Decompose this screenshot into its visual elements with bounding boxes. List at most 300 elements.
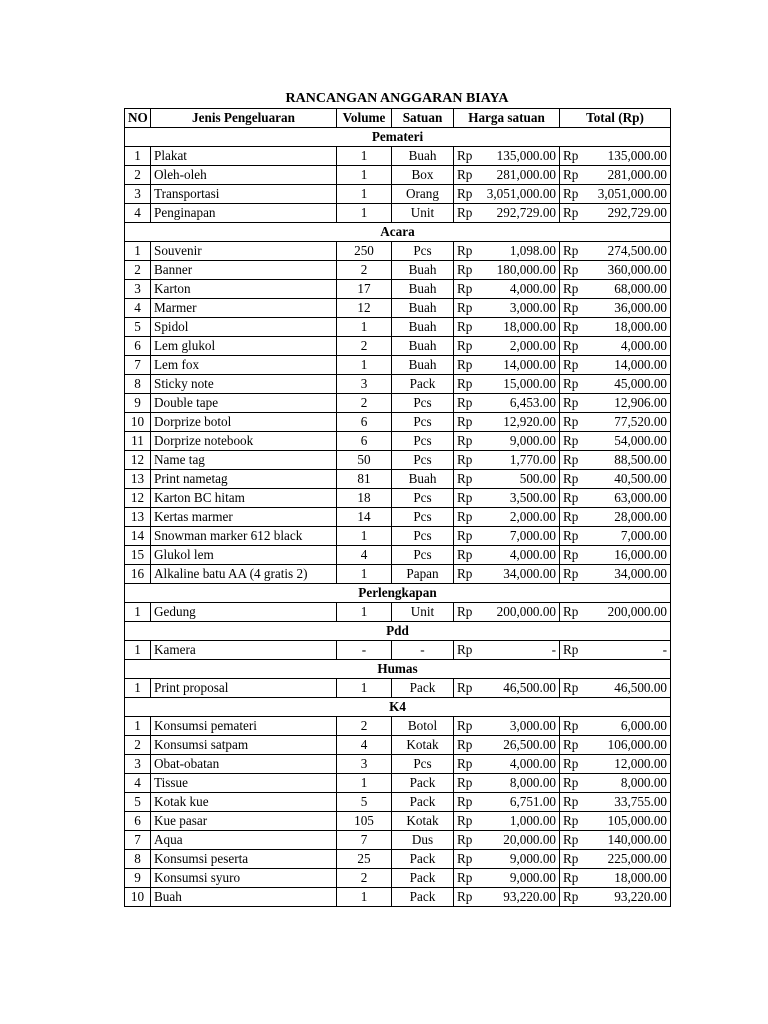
- unit-price-value: 500.00: [519, 471, 556, 486]
- currency-label: Rp: [563, 186, 579, 201]
- currency-label: Rp: [457, 889, 473, 904]
- currency-label: Rp: [563, 205, 579, 220]
- unit-price-value: 2,000.00: [509, 509, 556, 524]
- currency-label: Rp: [457, 300, 473, 315]
- currency-label: Rp: [457, 452, 473, 467]
- currency-label: Rp: [563, 300, 579, 315]
- expense-name: Dorprize botol: [151, 413, 337, 432]
- unit-cell: -: [392, 641, 454, 660]
- currency-label: Rp: [563, 471, 579, 486]
- unit-price-cell: [454, 508, 560, 527]
- row-number: 1: [125, 679, 151, 698]
- unit-price-cell: [454, 280, 560, 299]
- unit-cell: Pack: [392, 850, 454, 869]
- total-cell: [560, 793, 671, 812]
- expense-name: Kamera: [151, 641, 337, 660]
- unit-price-cell: [454, 546, 560, 565]
- unit-cell: Buah: [392, 299, 454, 318]
- currency-label: Rp: [563, 414, 579, 429]
- volume-cell: 2: [337, 394, 392, 413]
- currency-label: Rp: [457, 566, 473, 581]
- expense-name: Kue pasar: [151, 812, 337, 831]
- row-number: 1: [125, 603, 151, 622]
- unit-price-cell: [454, 850, 560, 869]
- unit-price-cell: [454, 337, 560, 356]
- currency-label: Rp: [457, 471, 473, 486]
- row-number: 7: [125, 356, 151, 375]
- total-value: 34,000.00: [614, 566, 667, 581]
- total-value: 54,000.00: [614, 433, 667, 448]
- expense-name: Kotak kue: [151, 793, 337, 812]
- unit-price-cell: [454, 717, 560, 736]
- section-row: [125, 622, 671, 641]
- total-value: 77,520.00: [614, 414, 667, 429]
- total-value: 105,000.00: [607, 813, 667, 828]
- currency-label: Rp: [457, 395, 473, 410]
- row-number: 10: [125, 888, 151, 907]
- total-cell: [560, 337, 671, 356]
- volume-cell: 5: [337, 793, 392, 812]
- header-total: Total (Rp): [560, 109, 671, 128]
- total-value: 40,500.00: [614, 471, 667, 486]
- currency-label: Rp: [457, 338, 473, 353]
- total-value: 281,000.00: [607, 167, 667, 182]
- row-number: 1: [125, 641, 151, 660]
- unit-price-value: 20,000.00: [503, 832, 556, 847]
- volume-cell: 2: [337, 869, 392, 888]
- unit-price-value: 9,000.00: [509, 433, 556, 448]
- row-number: 3: [125, 280, 151, 299]
- volume-cell: 1: [337, 318, 392, 337]
- unit-price-value: 281,000.00: [496, 167, 556, 182]
- currency-label: Rp: [563, 490, 579, 505]
- currency-label: Rp: [457, 509, 473, 524]
- total-cell: [560, 527, 671, 546]
- volume-cell: 2: [337, 717, 392, 736]
- table-row: [125, 280, 671, 299]
- volume-cell: 1: [337, 603, 392, 622]
- expense-name: Penginapan: [151, 204, 337, 223]
- currency-label: Rp: [563, 148, 579, 163]
- currency-label: Rp: [457, 243, 473, 258]
- unit-price-cell: [454, 375, 560, 394]
- currency-label: Rp: [457, 775, 473, 790]
- unit-cell: Buah: [392, 261, 454, 280]
- total-value: 88,500.00: [614, 452, 667, 467]
- volume-cell: 50: [337, 451, 392, 470]
- table-row: [125, 337, 671, 356]
- unit-price-cell: [454, 432, 560, 451]
- table-row: [125, 242, 671, 261]
- volume-cell: 2: [337, 261, 392, 280]
- table-row: [125, 489, 671, 508]
- header-volume: Volume: [337, 109, 392, 128]
- budget-table: [124, 108, 671, 907]
- expense-name: Marmer: [151, 299, 337, 318]
- unit-price-value: 3,051,000.00: [486, 186, 556, 201]
- currency-label: Rp: [457, 718, 473, 733]
- expense-name: Glukol lem: [151, 546, 337, 565]
- volume-cell: 250: [337, 242, 392, 261]
- expense-name: Spidol: [151, 318, 337, 337]
- expense-name: Gedung: [151, 603, 337, 622]
- row-number: 13: [125, 508, 151, 527]
- expense-name: Obat-obatan: [151, 755, 337, 774]
- row-number: 3: [125, 185, 151, 204]
- total-value: 135,000.00: [607, 148, 667, 163]
- header-harga-satuan: Harga satuan: [454, 109, 560, 128]
- total-cell: [560, 489, 671, 508]
- total-cell: [560, 147, 671, 166]
- table-row: [125, 736, 671, 755]
- currency-label: Rp: [457, 167, 473, 182]
- unit-price-value: 93,220.00: [503, 889, 556, 904]
- total-cell: [560, 679, 671, 698]
- row-number: 1: [125, 147, 151, 166]
- total-cell: [560, 432, 671, 451]
- currency-label: Rp: [457, 148, 473, 163]
- currency-label: Rp: [457, 414, 473, 429]
- total-value: 45,000.00: [614, 376, 667, 391]
- unit-cell: Pack: [392, 375, 454, 394]
- volume-cell: 4: [337, 736, 392, 755]
- unit-price-value: 3,000.00: [509, 718, 556, 733]
- total-value: 33,755.00: [614, 794, 667, 809]
- total-value: 292,729.00: [607, 205, 667, 220]
- table-row: [125, 394, 671, 413]
- row-number: 9: [125, 869, 151, 888]
- row-number: 12: [125, 489, 151, 508]
- table-row: [125, 755, 671, 774]
- row-number: 3: [125, 755, 151, 774]
- total-cell: [560, 375, 671, 394]
- unit-cell: Pack: [392, 774, 454, 793]
- unit-price-cell: [454, 394, 560, 413]
- expense-name: Aqua: [151, 831, 337, 850]
- unit-cell: Pack: [392, 869, 454, 888]
- unit-price-cell: [454, 489, 560, 508]
- total-cell: [560, 603, 671, 622]
- table-row: [125, 546, 671, 565]
- unit-cell: Unit: [392, 603, 454, 622]
- table-row: [125, 831, 671, 850]
- expense-name: Konsumsi satpam: [151, 736, 337, 755]
- currency-label: Rp: [457, 433, 473, 448]
- currency-label: Rp: [563, 870, 579, 885]
- currency-label: Rp: [563, 680, 579, 695]
- currency-label: Rp: [457, 357, 473, 372]
- total-cell: [560, 755, 671, 774]
- unit-price-cell: [454, 565, 560, 584]
- currency-label: Rp: [563, 338, 579, 353]
- total-cell: [560, 185, 671, 204]
- row-number: 8: [125, 375, 151, 394]
- total-cell: [560, 299, 671, 318]
- expense-name: Snowman marker 612 black: [151, 527, 337, 546]
- row-number: 6: [125, 812, 151, 831]
- table-row: [125, 774, 671, 793]
- section-row: [125, 128, 671, 147]
- table-row: [125, 185, 671, 204]
- unit-cell: Buah: [392, 470, 454, 489]
- unit-cell: Unit: [392, 204, 454, 223]
- volume-cell: 3: [337, 755, 392, 774]
- table-row: [125, 679, 671, 698]
- expense-name: Plakat: [151, 147, 337, 166]
- section-row: [125, 584, 671, 603]
- volume-cell: 1: [337, 679, 392, 698]
- total-value: 16,000.00: [614, 547, 667, 562]
- volume-cell: 1: [337, 147, 392, 166]
- unit-cell: Buah: [392, 356, 454, 375]
- unit-price-value: -: [551, 642, 556, 657]
- expense-name: Souvenir: [151, 242, 337, 261]
- total-value: 200,000.00: [607, 604, 667, 619]
- unit-price-cell: [454, 527, 560, 546]
- volume-cell: 1: [337, 774, 392, 793]
- unit-cell: Buah: [392, 280, 454, 299]
- currency-label: Rp: [563, 718, 579, 733]
- unit-cell: Kotak: [392, 736, 454, 755]
- expense-name: Oleh-oleh: [151, 166, 337, 185]
- table-row: [125, 470, 671, 489]
- expense-name: Lem glukol: [151, 337, 337, 356]
- total-cell: [560, 204, 671, 223]
- volume-cell: 7: [337, 831, 392, 850]
- unit-price-value: 292,729.00: [496, 205, 556, 220]
- currency-label: Rp: [563, 794, 579, 809]
- header-no: NO: [125, 109, 151, 128]
- unit-price-value: 180,000.00: [496, 262, 556, 277]
- volume-cell: 2: [337, 337, 392, 356]
- total-value: 12,000.00: [614, 756, 667, 771]
- total-cell: [560, 451, 671, 470]
- table-row: [125, 869, 671, 888]
- currency-label: Rp: [563, 452, 579, 467]
- table-row: [125, 888, 671, 907]
- row-number: 2: [125, 166, 151, 185]
- total-cell: [560, 394, 671, 413]
- total-cell: [560, 565, 671, 584]
- currency-label: Rp: [563, 813, 579, 828]
- total-value: 68,000.00: [614, 281, 667, 296]
- currency-label: Rp: [563, 433, 579, 448]
- unit-cell: Pcs: [392, 508, 454, 527]
- table-row: [125, 603, 671, 622]
- unit-cell: Orang: [392, 185, 454, 204]
- volume-cell: 1: [337, 565, 392, 584]
- unit-price-cell: [454, 413, 560, 432]
- unit-cell: Pcs: [392, 527, 454, 546]
- volume-cell: 4: [337, 546, 392, 565]
- total-value: 360,000.00: [607, 262, 667, 277]
- currency-label: Rp: [457, 604, 473, 619]
- expense-name: Karton BC hitam: [151, 489, 337, 508]
- total-cell: [560, 261, 671, 280]
- expense-name: Banner: [151, 261, 337, 280]
- currency-label: Rp: [457, 832, 473, 847]
- unit-cell: Pcs: [392, 432, 454, 451]
- unit-price-value: 6,751.00: [509, 794, 556, 809]
- unit-cell: Kotak: [392, 812, 454, 831]
- unit-price-cell: [454, 888, 560, 907]
- total-value: 3,051,000.00: [597, 186, 667, 201]
- row-number: 12: [125, 451, 151, 470]
- table-row: [125, 147, 671, 166]
- volume-cell: 6: [337, 413, 392, 432]
- total-value: 6,000.00: [620, 718, 667, 733]
- total-value: 14,000.00: [614, 357, 667, 372]
- volume-cell: 3: [337, 375, 392, 394]
- table-row: [125, 565, 671, 584]
- unit-cell: Buah: [392, 337, 454, 356]
- row-number: 5: [125, 793, 151, 812]
- unit-cell: Buah: [392, 147, 454, 166]
- total-cell: [560, 717, 671, 736]
- total-cell: [560, 774, 671, 793]
- table-row: [125, 717, 671, 736]
- unit-price-cell: [454, 242, 560, 261]
- expense-name: Name tag: [151, 451, 337, 470]
- unit-price-cell: [454, 299, 560, 318]
- header-jenis-pengeluaran: Jenis Pengeluaran: [151, 109, 337, 128]
- document-title: RANCANGAN ANGGARAN BIAYA: [285, 91, 509, 106]
- total-cell: [560, 470, 671, 489]
- table-row: [125, 451, 671, 470]
- expense-name: Konsumsi peserta: [151, 850, 337, 869]
- unit-price-value: 1,000.00: [509, 813, 556, 828]
- row-number: 11: [125, 432, 151, 451]
- unit-price-cell: [454, 793, 560, 812]
- total-cell: [560, 736, 671, 755]
- total-value: 63,000.00: [614, 490, 667, 505]
- volume-cell: 12: [337, 299, 392, 318]
- unit-price-value: 18,000.00: [503, 319, 556, 334]
- total-cell: [560, 546, 671, 565]
- volume-cell: 1: [337, 527, 392, 546]
- currency-label: Rp: [563, 604, 579, 619]
- table-row: [125, 508, 671, 527]
- unit-price-value: 46,500.00: [503, 680, 556, 695]
- currency-label: Rp: [457, 642, 473, 657]
- total-cell: [560, 831, 671, 850]
- section-title: Humas: [125, 660, 671, 679]
- expense-name: Buah: [151, 888, 337, 907]
- volume-cell: -: [337, 641, 392, 660]
- unit-price-cell: [454, 185, 560, 204]
- currency-label: Rp: [457, 205, 473, 220]
- table-row: [125, 299, 671, 318]
- currency-label: Rp: [563, 566, 579, 581]
- unit-price-value: 4,000.00: [509, 281, 556, 296]
- table-row: [125, 793, 671, 812]
- unit-cell: Botol: [392, 717, 454, 736]
- total-value: 28,000.00: [614, 509, 667, 524]
- table-row: [125, 375, 671, 394]
- row-number: 16: [125, 565, 151, 584]
- currency-label: Rp: [563, 832, 579, 847]
- currency-label: Rp: [457, 756, 473, 771]
- currency-label: Rp: [563, 528, 579, 543]
- row-number: 1: [125, 717, 151, 736]
- total-cell: [560, 318, 671, 337]
- unit-price-cell: [454, 356, 560, 375]
- unit-price-cell: [454, 831, 560, 850]
- unit-cell: Pcs: [392, 546, 454, 565]
- unit-price-value: 9,000.00: [509, 870, 556, 885]
- unit-price-value: 1,098.00: [509, 243, 556, 258]
- row-number: 6: [125, 337, 151, 356]
- unit-cell: Dus: [392, 831, 454, 850]
- expense-name: Lem fox: [151, 356, 337, 375]
- total-value: 225,000.00: [607, 851, 667, 866]
- unit-price-cell: [454, 755, 560, 774]
- unit-cell: Pcs: [392, 451, 454, 470]
- total-value: 274,500.00: [607, 243, 667, 258]
- total-cell: [560, 413, 671, 432]
- currency-label: Rp: [457, 794, 473, 809]
- unit-price-cell: [454, 869, 560, 888]
- section-row: [125, 660, 671, 679]
- row-number: 4: [125, 204, 151, 223]
- unit-price-cell: [454, 679, 560, 698]
- total-value: -: [662, 642, 667, 657]
- currency-label: Rp: [563, 243, 579, 258]
- row-number: 13: [125, 470, 151, 489]
- currency-label: Rp: [563, 756, 579, 771]
- expense-name: Karton: [151, 280, 337, 299]
- total-value: 18,000.00: [614, 870, 667, 885]
- unit-price-value: 9,000.00: [509, 851, 556, 866]
- unit-price-value: 2,000.00: [509, 338, 556, 353]
- currency-label: Rp: [563, 357, 579, 372]
- row-number: 15: [125, 546, 151, 565]
- total-cell: [560, 812, 671, 831]
- volume-cell: 1: [337, 185, 392, 204]
- currency-label: Rp: [563, 376, 579, 391]
- total-value: 4,000.00: [620, 338, 667, 353]
- currency-label: Rp: [563, 547, 579, 562]
- row-number: 1: [125, 242, 151, 261]
- currency-label: Rp: [457, 737, 473, 752]
- currency-label: Rp: [563, 319, 579, 334]
- section-title: Pdd: [125, 622, 671, 641]
- table-row: [125, 166, 671, 185]
- unit-cell: Pcs: [392, 394, 454, 413]
- unit-price-value: 14,000.00: [503, 357, 556, 372]
- expense-name: Dorprize notebook: [151, 432, 337, 451]
- header-satuan: Satuan: [392, 109, 454, 128]
- currency-label: Rp: [563, 737, 579, 752]
- volume-cell: 18: [337, 489, 392, 508]
- currency-label: Rp: [457, 851, 473, 866]
- expense-name: Alkaline batu AA (4 gratis 2): [151, 565, 337, 584]
- total-value: 18,000.00: [614, 319, 667, 334]
- expense-name: Print nametag: [151, 470, 337, 489]
- unit-price-value: 7,000.00: [509, 528, 556, 543]
- expense-name: Konsumsi syuro: [151, 869, 337, 888]
- table-row: [125, 356, 671, 375]
- unit-price-value: 8,000.00: [509, 775, 556, 790]
- unit-price-value: 1,770.00: [509, 452, 556, 467]
- section-title: Pemateri: [125, 128, 671, 147]
- unit-price-cell: [454, 774, 560, 793]
- unit-price-cell: [454, 166, 560, 185]
- unit-price-value: 4,000.00: [509, 547, 556, 562]
- unit-cell: Box: [392, 166, 454, 185]
- unit-price-value: 135,000.00: [496, 148, 556, 163]
- unit-price-value: 4,000.00: [509, 756, 556, 771]
